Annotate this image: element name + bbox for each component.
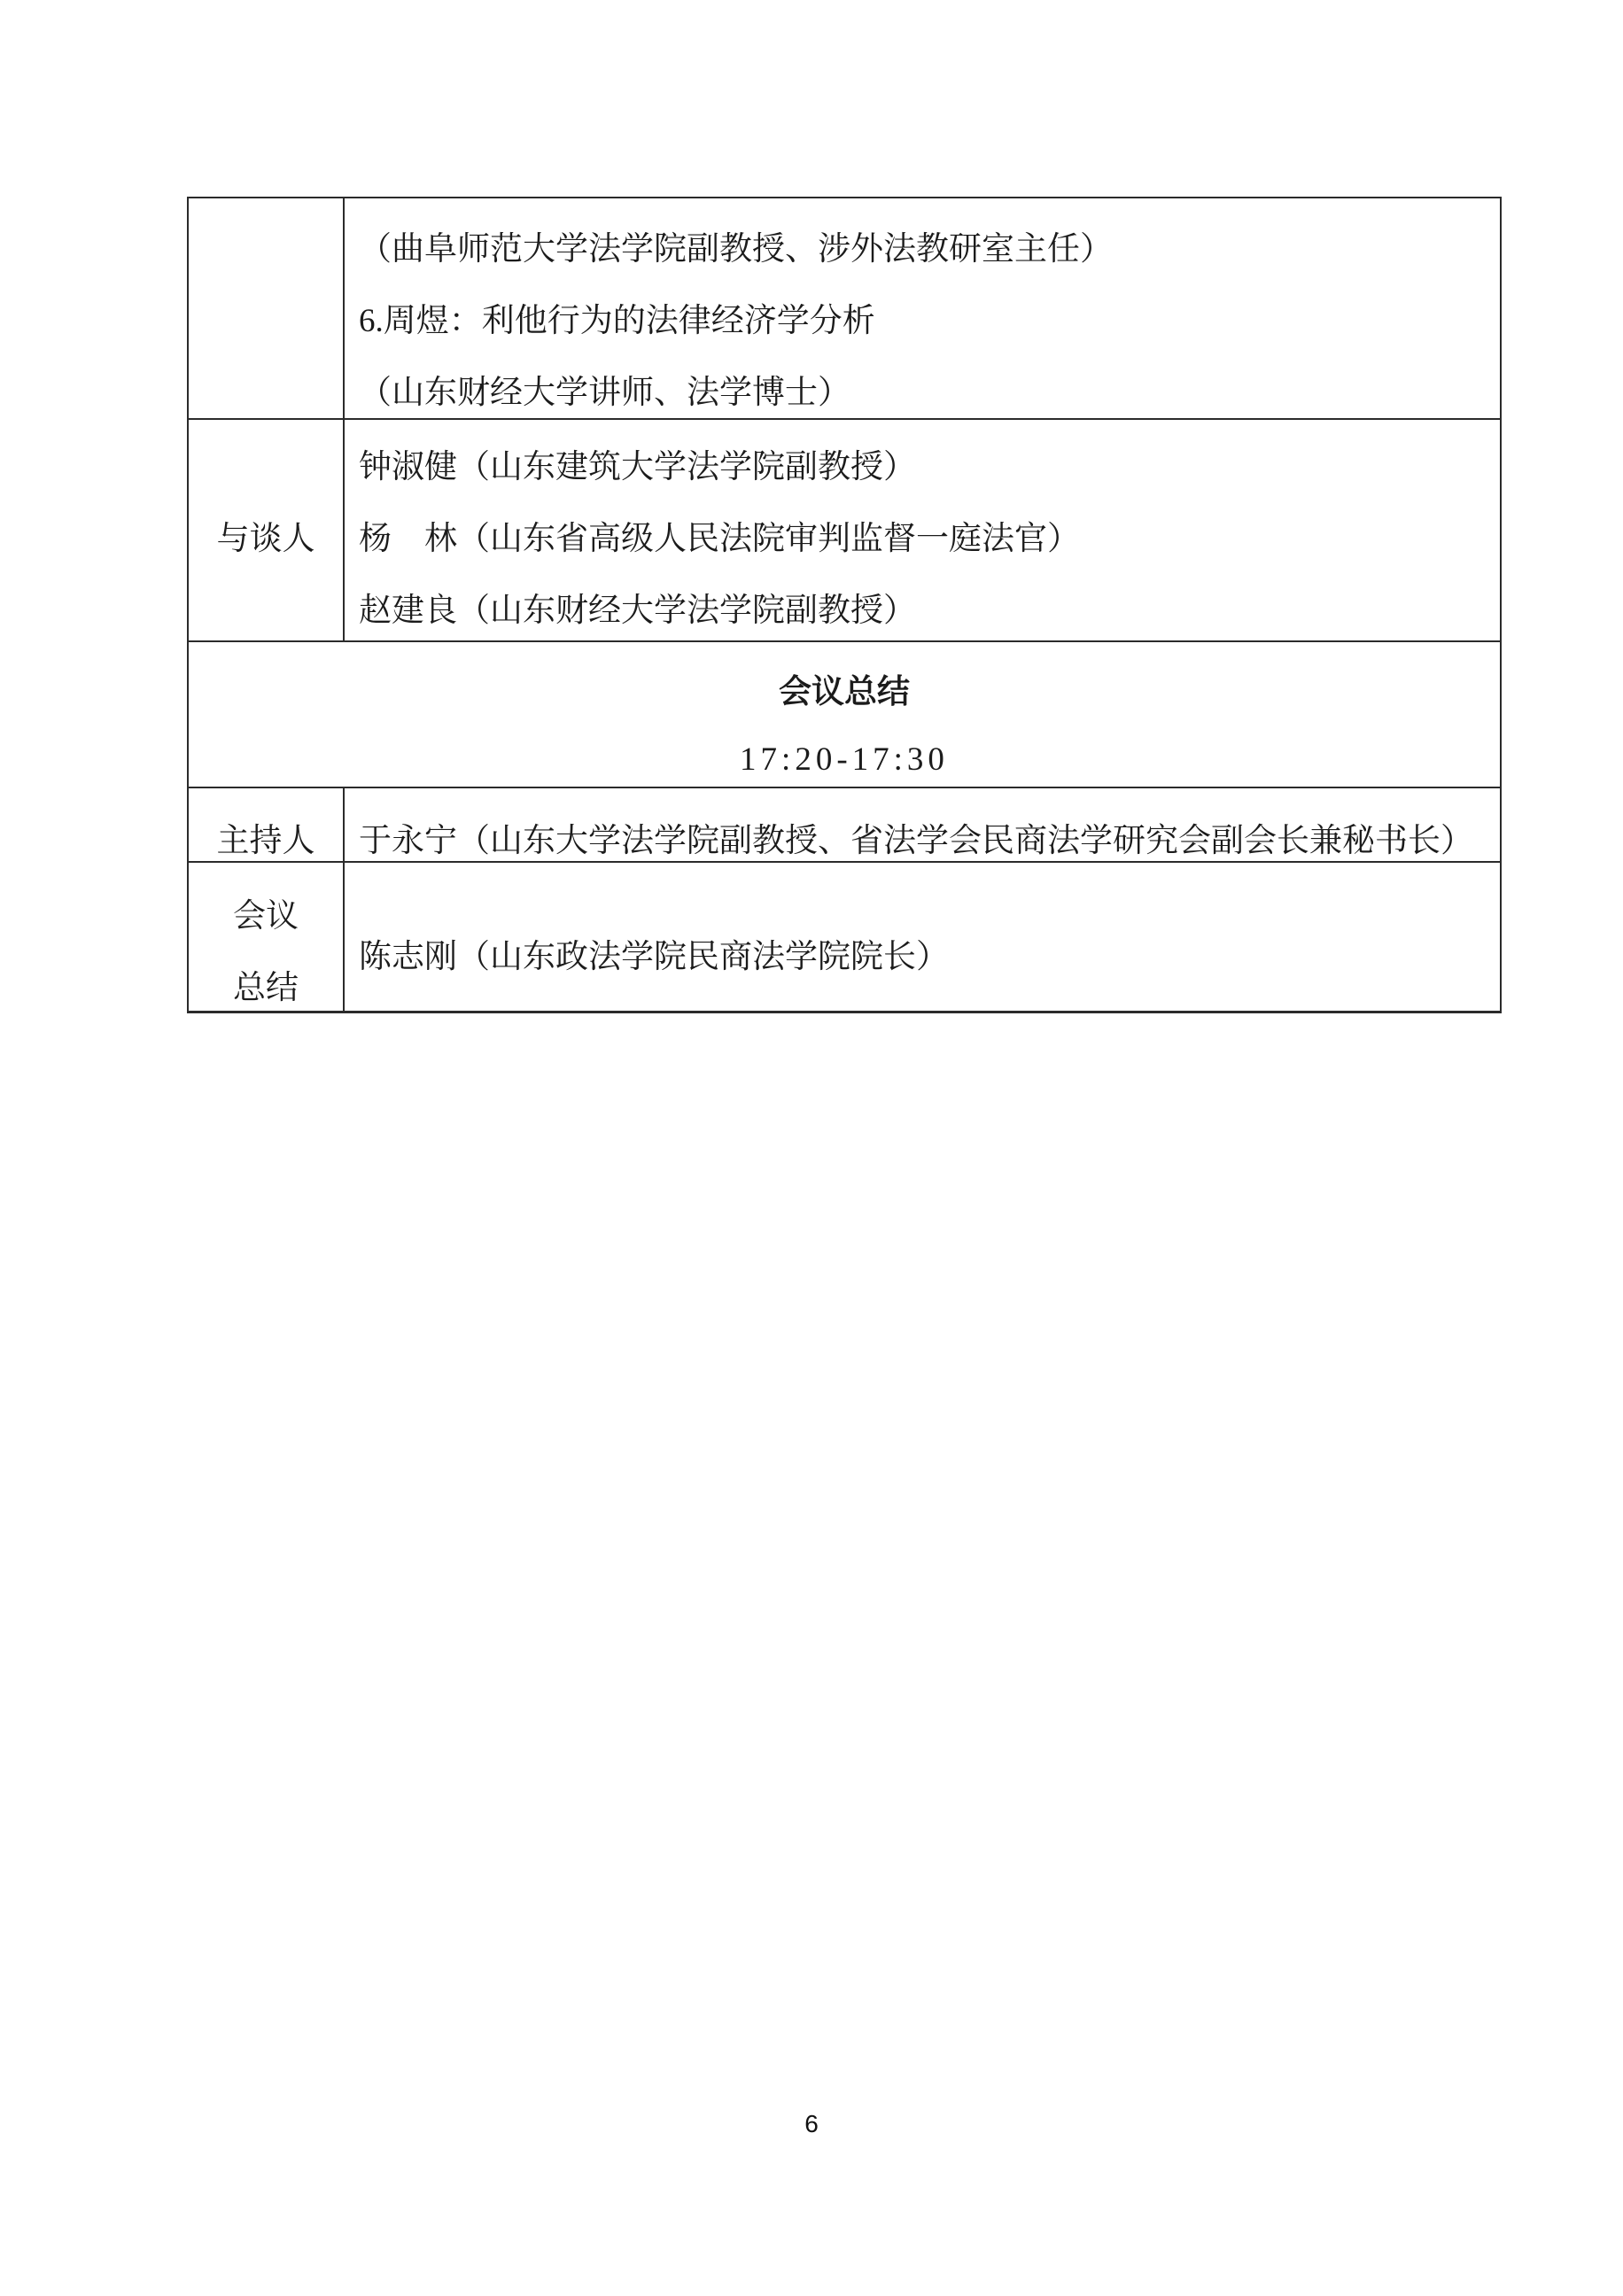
label-line bbox=[189, 281, 343, 353]
content-line: （山东财经大学讲师、法学博士） bbox=[359, 374, 850, 411]
label-line bbox=[189, 570, 343, 640]
cell-role-label bbox=[189, 420, 345, 640]
cell-role-label bbox=[189, 788, 345, 861]
cell-content bbox=[345, 420, 1500, 640]
page-number: 6 bbox=[804, 2110, 819, 2137]
label-line bbox=[189, 427, 343, 499]
table-row-summary-speaker bbox=[189, 861, 1500, 1011]
label-line bbox=[189, 209, 343, 281]
table-row-host bbox=[189, 787, 1500, 861]
summary-title: 会议总结 bbox=[779, 673, 910, 710]
label-line: 与谈人 bbox=[216, 520, 315, 557]
label-line: 会议 bbox=[233, 897, 299, 935]
table-row-presentations bbox=[189, 198, 1500, 418]
cell-content bbox=[345, 863, 1500, 1011]
label-line: 主持人 bbox=[216, 822, 315, 859]
cell-role-label bbox=[189, 198, 345, 418]
content-line: 于永宁（山东大学法学院副教授、省法学会民商法学研究会副会长兼秘书长） bbox=[359, 822, 1473, 859]
cell-content bbox=[345, 198, 1500, 418]
content-line: 钟淑健（山东建筑大学法学院副教授） bbox=[359, 448, 916, 485]
content-line: （曲阜师范大学法学院副教授、涉外法教研室主任） bbox=[359, 230, 1113, 268]
content-line: 6.周煜：利他行为的法律经济学分析 bbox=[359, 302, 875, 339]
cell-content bbox=[345, 788, 1500, 861]
table-row-discussants bbox=[189, 418, 1500, 640]
label-line bbox=[189, 353, 343, 418]
table-row-summary-header bbox=[189, 640, 1500, 787]
agenda-table bbox=[187, 197, 1502, 1013]
content-line: 赵建良（山东财经大学法学院副教授） bbox=[359, 592, 916, 629]
cell-role-label bbox=[189, 863, 345, 1011]
cell-merged bbox=[189, 642, 1500, 787]
label-line: 总结 bbox=[233, 969, 299, 1006]
content-line: 杨 林（山东省高级人民法院审判监督一庭法官） bbox=[359, 520, 1080, 557]
summary-time: 17:20-17:30 bbox=[740, 741, 949, 778]
content-line: 陈志刚（山东政法学院民商法学院院长） bbox=[359, 938, 949, 975]
